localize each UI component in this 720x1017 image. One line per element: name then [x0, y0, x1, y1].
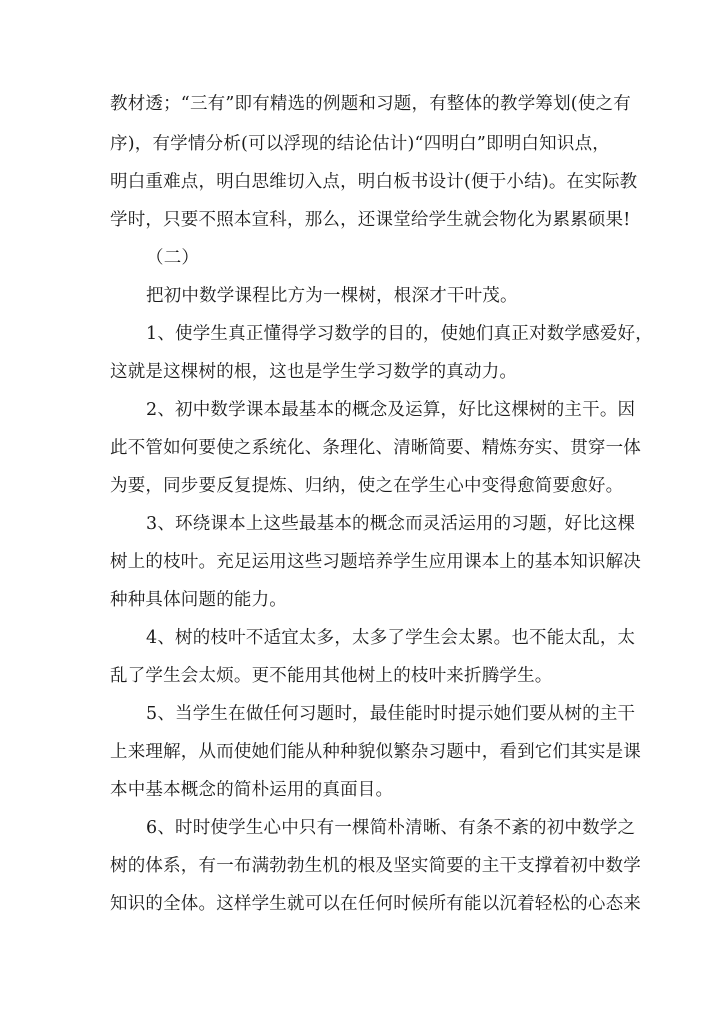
list-item-2-line: 2、初中数学课本最基本的概念及运算，好比这棵树的主干。因 [146, 400, 636, 420]
list-item-1-line: 这就是这棵树的根，这也是学生学习数学的真动力。 [110, 362, 518, 382]
text-line: 序)，有学情分析(可以浮现的结论估计)“四明白”即明白知识点， [110, 134, 610, 154]
list-item-1-line: 1、使学生真正懂得学习数学的目的，使她们真正对数学感爱好， [146, 324, 653, 344]
text-line: 明白重难点，明白思维切入点，明白板书设计(便于小结)。在实际教 [110, 172, 638, 192]
list-item-2-line: 此不管如何要使之系统化、条理化、清晰简要、精炼夯实、贯穿一体 [110, 438, 641, 458]
list-item-6-line: 6、时时使学生心中只有一棵简朴清晰、有条不紊的初中数学之 [146, 818, 636, 838]
list-item-5-line: 上来理解，从而使她们能从种种貌似繁杂习题中，看到它们其实是课 [110, 742, 641, 762]
list-item-5-line: 本中基本概念的简朴运用的真面目。 [110, 780, 394, 800]
list-item-3-line: 种种具体问题的能力。 [110, 590, 287, 610]
text-line: 教材透；“三有”即有精选的例题和习题，有整体的教学筹划(使之有 [110, 94, 631, 114]
list-item-3-line: 树上的枝叶。充足运用这些习题培养学生应用课本上的基本知识解决 [110, 552, 641, 572]
list-item-2-line: 为要，同步要反复提炼、归纳，使之在学生心中变得愈简要愈好。 [110, 476, 624, 496]
list-item-4-line: 4、树的枝叶不适宜太多，太多了学生会太累。也不能太乱，太 [146, 628, 636, 648]
paragraph-line: 把初中数学课程比方为一棵树，根深才干叶茂。 [146, 286, 518, 306]
list-item-6-line: 知识的全体。这样学生就可以在任何时候所有能以沉着轻松的心态来 [110, 894, 641, 914]
section-heading: （二） [146, 248, 200, 268]
list-item-4-line: 乱了学生会太烦。更不能用其他树上的枝叶来折腾学生。 [110, 666, 553, 686]
text-line: 学时，只要不照本宣科，那么，还课堂给学生就会物化为累累硕果! [110, 210, 631, 230]
list-item-6-line: 树的体系，有一布满勃勃生机的根及坚实简要的主干支撑着初中数学 [110, 856, 641, 876]
list-item-5-line: 5、当学生在做任何习题时，最佳能时时提示她们要从树的主干 [146, 704, 636, 724]
list-item-3-line: 3、环绕课本上这些最基本的概念而灵活运用的习题，好比这棵 [146, 514, 636, 534]
